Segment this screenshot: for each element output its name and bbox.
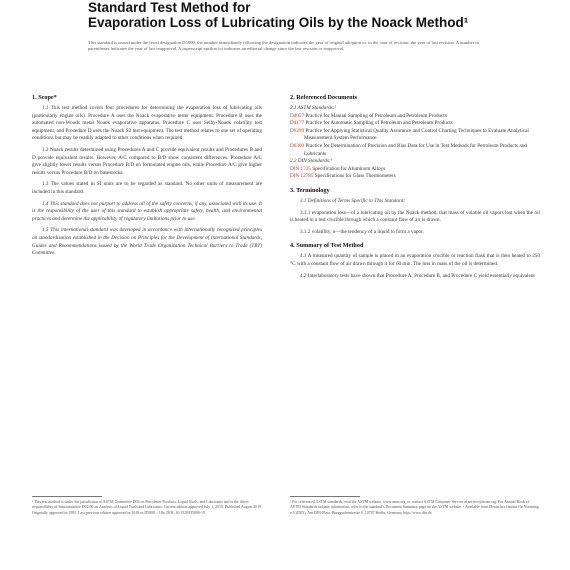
reference-title: Specifications for Glass Thermometers	[314, 173, 396, 180]
reference-item	[290, 143, 540, 158]
footnote-divider	[290, 496, 360, 497]
reference-title: Practice for Determination of Precision and Bias Data for Use in Test Methods for Petroleum Products and Lubricants	[304, 142, 527, 157]
right-column	[290, 94, 540, 286]
summary-section	[290, 242, 540, 280]
paragraph-4-2: 4.2 Interlaboratory tests have shown that Procedure A, Procedure B, and Procedure C yield essentially equivalent	[300, 272, 535, 279]
reference-link[interactable]: D6300	[290, 142, 305, 149]
reference-link[interactable]: DIN 1725	[290, 165, 311, 172]
reference-item	[290, 120, 540, 128]
reference-title: Practice for Automatic Sampling of Petroleum and Petroleum Products	[305, 120, 453, 127]
paragraph-3-1-1: 3.1.1 evaporation loss—of a lubricating oil by the Noack method, that mass of volatile oil vapors lost when the oil is heated in a test crucible through which a constant flow of air is drawn.	[290, 209, 540, 224]
reference-title: Practice for Applying Statistical Quality Assurance and Control Charting Techniques to Evaluate Analytical Measurement System Performance	[304, 127, 529, 142]
reference-item	[290, 173, 540, 181]
reference-title: Practice for Manual Sampling of Petroleum and Petroleum Products	[305, 112, 447, 119]
reference-link[interactable]: D4057	[290, 112, 305, 119]
document-title	[88, 0, 528, 30]
summary-heading: 4. Summary of Test Method	[290, 242, 364, 250]
reference-link[interactable]: D4177	[290, 120, 305, 127]
din-standards-label: 2.2 DIN Standards:³	[290, 158, 333, 165]
footnote-left: ¹ This test method is under the jurisdiction of ASTM Committee D02 on Petroleum Products, Liquid Fuels, and Lubricants and is the direct responsibility of Subcommittee D02.06 on Analysis of Liquid Fuels and Lubricants. Current edition approved July 1, 2019. Published August 2019. Originally approved in 1995. Last previous edition approved in 2018 as D5800 – 18a. DOI: 10.1520/D5800-19.	[32, 500, 262, 515]
reference-title: Specification for Aluminum Alloys	[312, 165, 386, 172]
paragraph-3-1: 3.1 Definitions of Terms Specific to This Standard:	[300, 197, 406, 204]
paragraph-1-3: 1.3 The values stated in SI units are to be regarded as standard. No other units of measurement are included in this standard.	[32, 181, 262, 195]
footnote-right: ² For referenced ASTM standards, visit the ASTM website, www.astm.org, or contact ASTM Customer Service at service@astm.org. For Annual Book of ASTM Standards volume information, refer to the standard's Document Summary page on the ASTM website. ³ Available from Deutsches Institut für Normung e.V.(DIN), Am DIN-Platz, Burggrafenstrasse 6, 10787 Berlin, Germany, http://www.din.de.	[290, 500, 539, 515]
terminology-heading: 3. Terminology	[290, 186, 330, 194]
paragraph-1-4: 1.4 This standard does not purport to address all of the safety concerns, if any, associated with its use. It is the responsibility of the user of this standard to establish appropriate safety, health, and environmental practices and determine the applicability of regulatory limitations prior to use.	[32, 200, 262, 222]
paragraph-1-1: 1.1 This test method covers four procedures for determining the evaporation loss of lubricating oils (particularly engine oils). Procedure A uses the Noack evaporative tester equipment. Procedure B uses the automated non-Woods metal Noack evaporative apparatus. Procedure C uses Selby-Noack volatility test equipment, and Procedure D uses the Noack S2 test equipment. The test method relates to one set of operating conditions but may be readily adapted to other conditions when required.	[32, 105, 262, 142]
designation-note: This standard is issued under the fixed designation D5800; the number immediately following the designation indicates the year of original adoption or, in the case of revision, the year of last revision. A number in parentheses indicates the year of last reapproval. A superscript epsilon (ε) indicates an editorial change since the last revision or reapproval.	[88, 40, 479, 52]
footnote-divider	[32, 496, 102, 497]
terminology-section	[290, 187, 540, 236]
left-column	[32, 94, 262, 262]
paragraph-3-1-2: 3.1.2 volatility, n—the tendency of a liquid to form a vapor.	[300, 228, 424, 235]
din-reference-list	[290, 166, 540, 181]
reference-link[interactable]: DIN 12785	[290, 173, 314, 180]
referenced-documents-section	[290, 94, 540, 181]
paragraph-1-5: 1.5 This international standard was developed in accordance with internationally recognized principles on standardization established in the Decision on Principles for the Development of International Standards, Guides and Recommendations issued by the World Trade Organization Technical Barriers to Trade (TBT) Committee.	[32, 227, 262, 257]
paragraph-1-2: 1.2 Noack results determined using Procedures A and C provide equivalent results and Procedures B and D provide equivalent results. However, A/C compared to B/D show consistent differences. Procedure A/C give slightly lower results versus Procedure B/D on formulated engine oils, while Procedure A/C give higher results versus Procedure B/D on basestocks.	[32, 146, 262, 176]
title-line-2: Evaporation Loss of Lubricating Oils by the Noack Method¹	[88, 15, 469, 30]
astm-standards-label: 2.1 ASTM Standards:²	[290, 105, 337, 111]
paragraph-4-1: 4.1 A measured quantity of sample is placed in an evaporation crucible or reaction flask that is then heated to 250 °C with a constant flow of air drawn through it for 60 min. The loss in mass of the oil is determined.	[290, 253, 540, 267]
scope-heading: 1. Scope*	[32, 94, 57, 101]
reference-item	[290, 128, 540, 143]
astm-reference-list	[290, 113, 540, 159]
reference-link[interactable]: D6299	[290, 127, 305, 134]
referenced-documents-heading: 2. Referenced Documents	[290, 94, 358, 101]
title-line-1: Standard Test Method for	[88, 0, 251, 15]
